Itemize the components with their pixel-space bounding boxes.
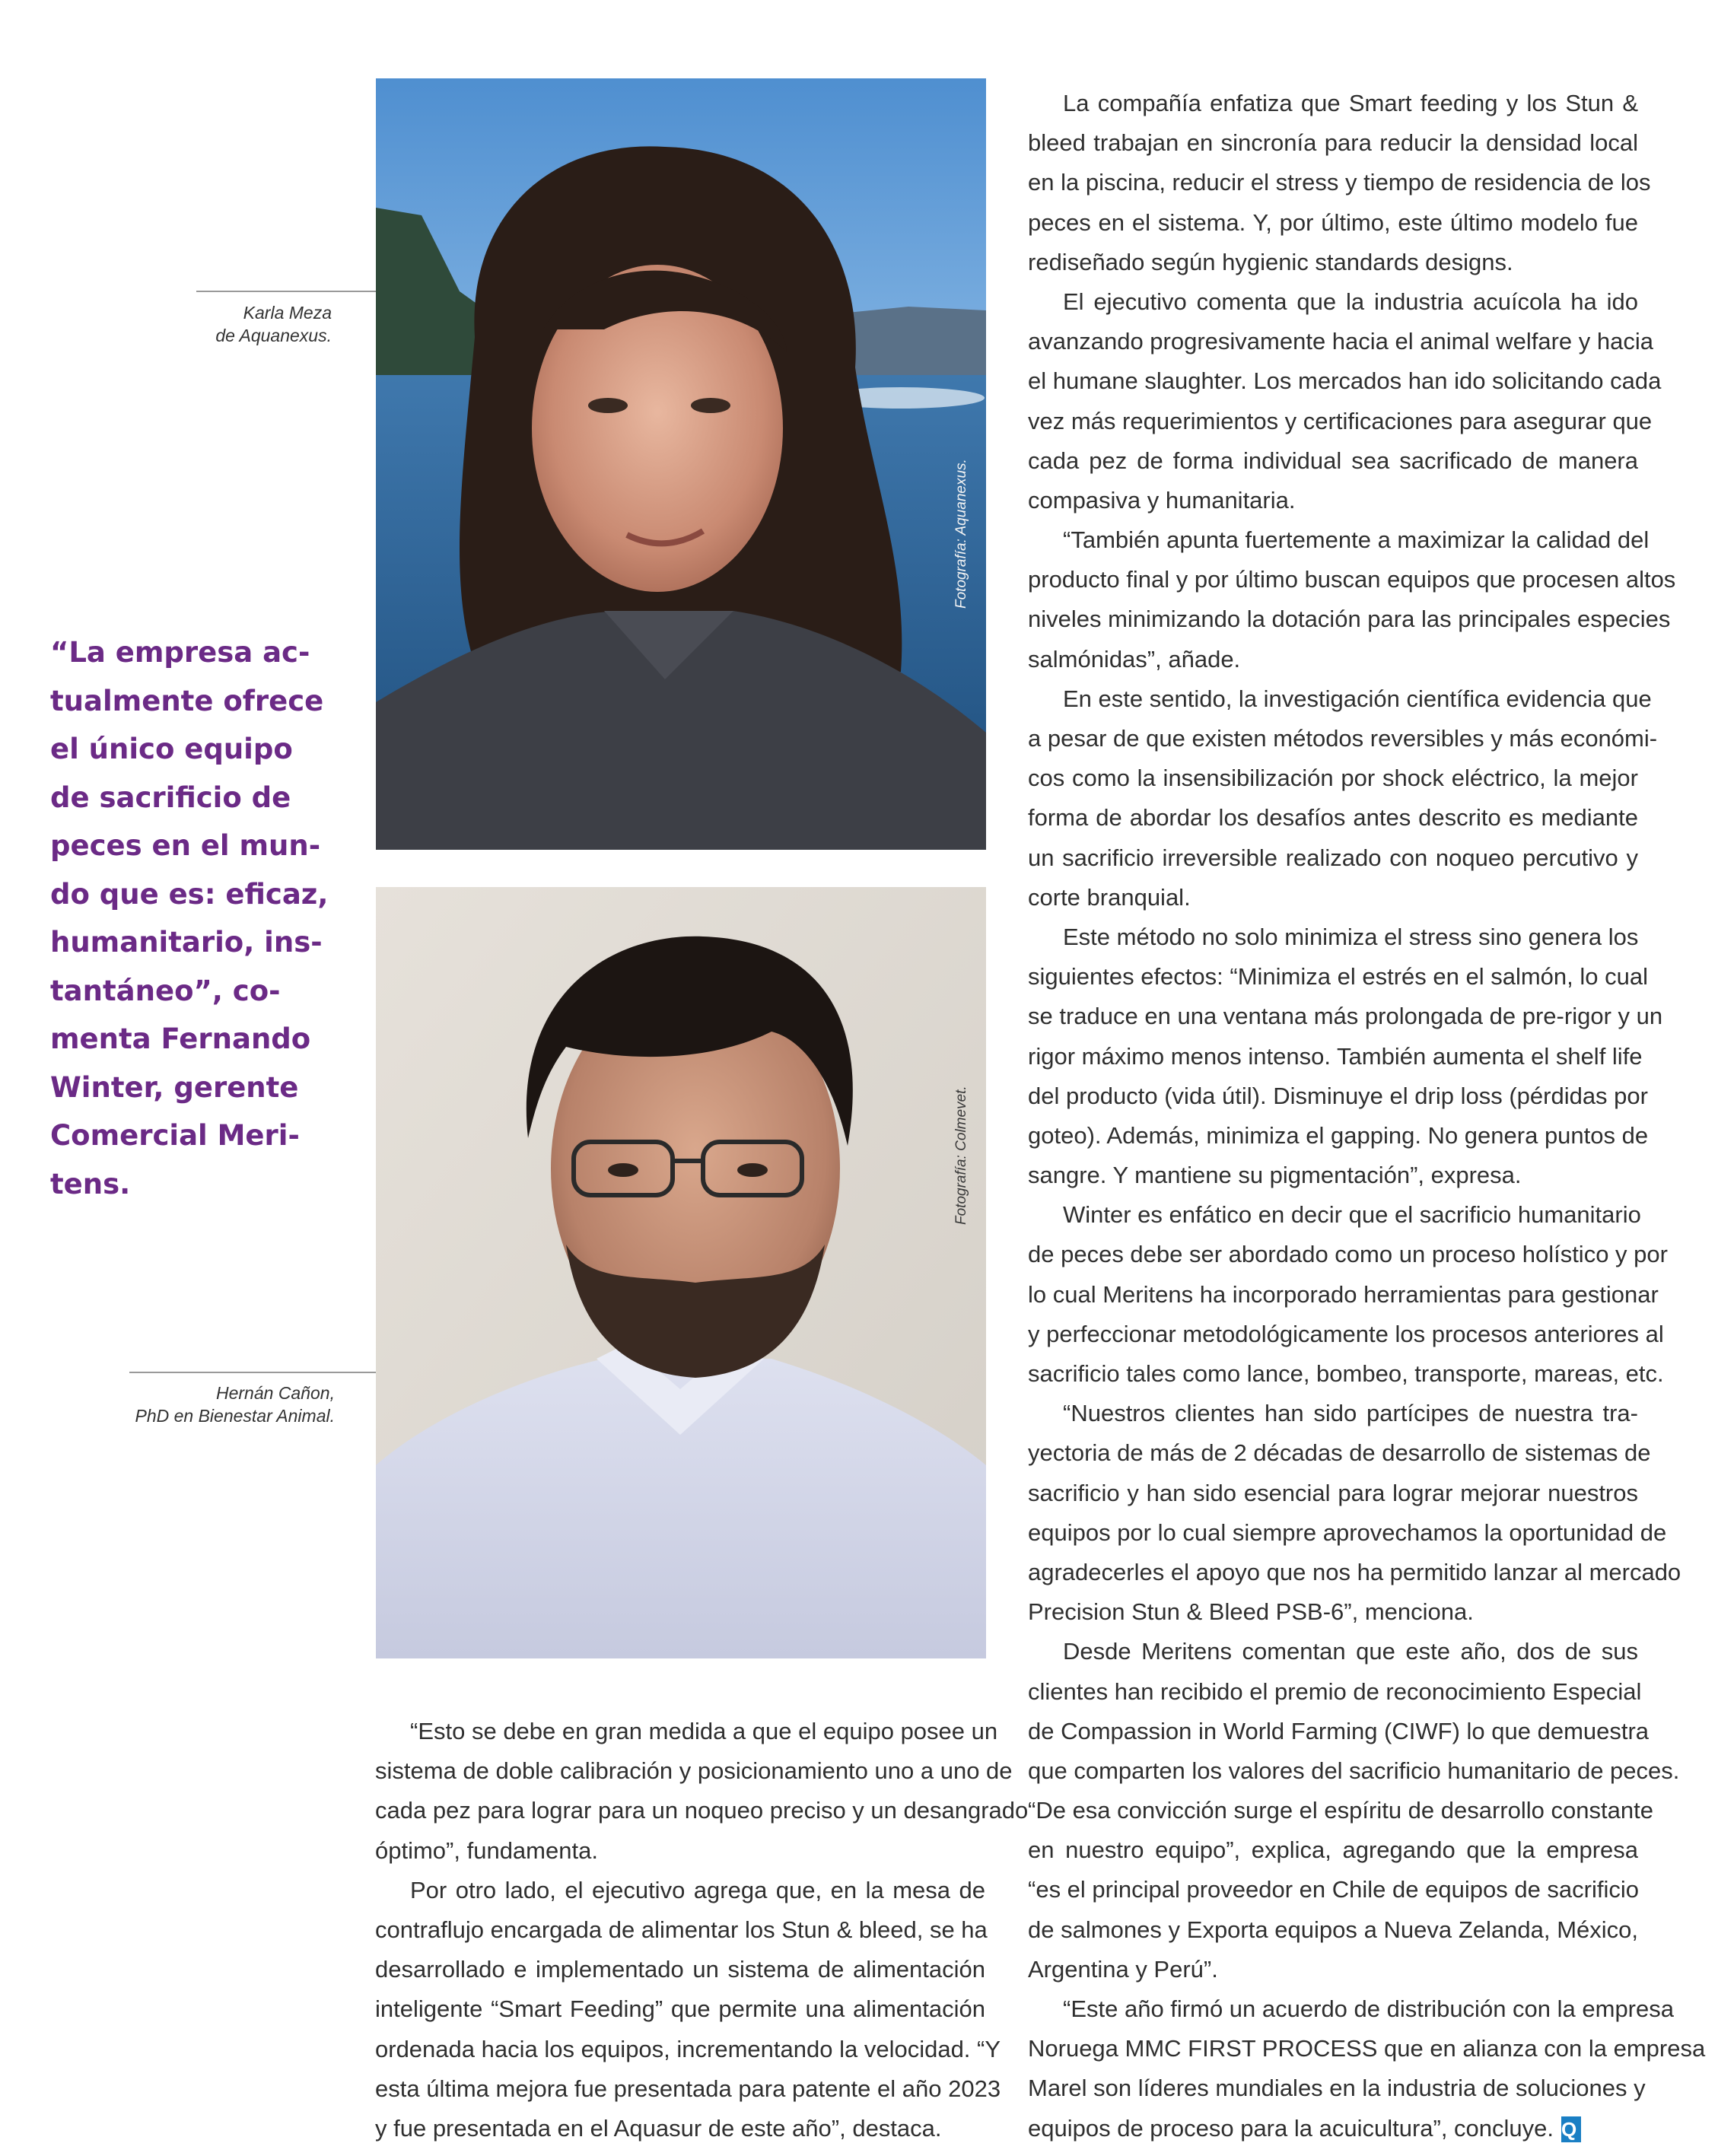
pull-quote-line: do que es: eficaz, bbox=[50, 877, 329, 911]
body-line: Noruega MMC FIRST PROCESS que en alianza con la empresa bbox=[1028, 2035, 1706, 2062]
pull-quote-line: tantáneo”, co- bbox=[50, 974, 281, 1007]
body-line: se traduce en una ventana más prolongada de pre-rigor y un bbox=[1028, 1003, 1663, 1030]
body-line: producto final y por último buscan equipos que procesen altos bbox=[1028, 566, 1676, 593]
body-line: inteligente “Smart Feeding” que permite una alimentación bbox=[375, 1995, 985, 2023]
body-line: Precision Stun & Bleed PSB-6”, menciona. bbox=[1028, 1598, 1474, 1626]
pull-quote-line: tens. bbox=[50, 1167, 131, 1200]
pull-quote-line: de sacrificio de bbox=[50, 781, 291, 814]
photo-hernan-canon bbox=[376, 887, 986, 1658]
pull-quote-line: Comercial Meri- bbox=[50, 1119, 300, 1152]
body-line: vez más requerimientos y certificaciones para asegurar que bbox=[1028, 407, 1653, 434]
pull-quote-line: peces en el mun- bbox=[50, 829, 321, 862]
body-line: a pesar de que existen métodos reversibles y más económi- bbox=[1028, 725, 1658, 752]
body-line: “De esa convicción surge el espíritu de desarrollo constante bbox=[1028, 1797, 1653, 1824]
body-line: rigor máximo menos intenso. También aumenta el shelf life bbox=[1028, 1042, 1643, 1070]
body-line: En este sentido, la investigación científica evidencia que bbox=[1063, 685, 1652, 712]
body-text-left-column bbox=[375, 1712, 1029, 2148]
body-line: avanzando progresivamente hacia el animal welfare y hacia bbox=[1028, 328, 1653, 355]
pull-quote-line: “La empresa ac- bbox=[50, 636, 310, 669]
body-line: clientes han recibido el premio de reconocimiento Especial bbox=[1028, 1677, 1642, 1705]
photo-karla-meza bbox=[376, 78, 986, 850]
body-line: lo cual Meritens ha incorporado herramientas para gestionar bbox=[1028, 1280, 1659, 1308]
body-line: rediseñado según hygienic standards designs. bbox=[1028, 248, 1513, 275]
body-line: agradecerles el apoyo que nos ha permitido lanzar al mercado bbox=[1028, 1558, 1681, 1585]
body-line: salmónidas”, añade. bbox=[1028, 645, 1241, 673]
pull-quote-line: el único equipo bbox=[50, 733, 293, 765]
body-line: peces en el sistema. Y, por último, este último modelo fue bbox=[1028, 208, 1638, 236]
body-line: bleed trabajan en sincronía para reducir la densidad local bbox=[1028, 129, 1638, 157]
body-line: Este método no solo minimiza el stress sino genera los bbox=[1063, 923, 1639, 950]
body-line: “Esto se debe en gran medida a que el equipo posee un bbox=[410, 1718, 998, 1744]
caption-affiliation: de Aquanexus. bbox=[215, 326, 332, 345]
body-line: sacrificio y han sido esencial para lograr mejorar nuestros bbox=[1028, 1479, 1638, 1506]
body-line: Marel son líderes mundiales en la industria de soluciones y bbox=[1028, 2075, 1646, 2102]
body-line: equipos por lo cual siempre aprovechamos la oportunidad de bbox=[1028, 1518, 1667, 1546]
body-line: Desde Meritens comentan que este año, dos de sus bbox=[1063, 1638, 1638, 1665]
body-line: “Este año firmó un acuerdo de distribución con la empresa bbox=[1063, 1995, 1674, 2022]
body-line: del producto (vida útil). Disminuye el drip loss (pérdidas por bbox=[1028, 1082, 1648, 1109]
end-of-article-q-icon: Q bbox=[1561, 2116, 1581, 2142]
caption-name: Hernán Cañon, bbox=[216, 1383, 335, 1403]
caption-name: Karla Meza bbox=[243, 303, 332, 323]
body-line: Winter es enfático en decir que el sacrificio humanitario bbox=[1063, 1201, 1641, 1229]
pull-quote-line: humanitario, ins- bbox=[50, 926, 323, 959]
body-line: de peces debe ser abordado como un proceso holístico y por bbox=[1028, 1241, 1668, 1268]
body-line: compasiva y humanitaria. bbox=[1028, 486, 1296, 514]
body-line: contraflujo encargada de alimentar los Stun & bleed, se ha bbox=[375, 1916, 988, 1943]
body-line: óptimo”, fundamenta. bbox=[375, 1836, 598, 1864]
body-line: y fue presentada en el Aquasur de este año”, destaca. bbox=[375, 2114, 942, 2142]
body-line: sangre. Y mantiene su pigmentación”, expresa. bbox=[1028, 1162, 1522, 1189]
body-line: yectoria de más de 2 décadas de desarrollo de sistemas de bbox=[1028, 1439, 1651, 1467]
body-line: de salmones y Exporta equipos a Nueva Zelanda, México, bbox=[1028, 1916, 1638, 1943]
body-line-final bbox=[1028, 2109, 1638, 2148]
caption-affiliation: PhD en Bienestar Animal. bbox=[135, 1406, 335, 1426]
pull-quote-line: tualmente ofrece bbox=[50, 684, 324, 717]
body-text-right-column bbox=[1028, 84, 1706, 2148]
body-line: cada pez para lograr para un noqueo preciso y un desangrado bbox=[375, 1797, 1029, 1824]
body-line: corte branquial. bbox=[1028, 883, 1191, 911]
body-line: cos como la insensibilización por shock eléctrico, la mejor bbox=[1028, 765, 1638, 792]
body-line: esta última mejora fue presentada para patente el año 2023 bbox=[375, 2075, 1001, 2102]
body-line: ordenada hacia los equipos, incrementando la velocidad. “Y bbox=[375, 2035, 1001, 2062]
body-line: en la piscina, reducir el stress y tiempo de residencia de los bbox=[1028, 169, 1651, 196]
body-line: cada pez de forma individual sea sacrificado de manera bbox=[1028, 447, 1638, 474]
body-line: el humane slaughter. Los mercados han ido solicitando cada bbox=[1028, 367, 1662, 395]
pull-quote-line: Winter, gerente bbox=[50, 1070, 299, 1104]
body-line: sacrificio tales como lance, bombeo, transporte, mareas, etc. bbox=[1028, 1360, 1664, 1387]
body-line: El ejecutivo comenta que la industria acuícola ha ido bbox=[1063, 288, 1638, 315]
body-line: un sacrificio irreversible realizado con noqueo percutivo y bbox=[1028, 844, 1638, 871]
body-line: y perfeccionar metodológicamente los procesos anteriores al bbox=[1028, 1320, 1664, 1347]
body-line: Por otro lado, el ejecutivo agrega que, en la mesa de bbox=[410, 1876, 985, 1903]
body-line: siguientes efectos: “Minimiza el estrés en el salmón, lo cual bbox=[1028, 963, 1648, 991]
body-line: en nuestro equipo”, explica, agregando que la empresa bbox=[1028, 1836, 1638, 1864]
body-line: de Compassion in World Farming (CIWF) lo que demuestra bbox=[1028, 1717, 1650, 1744]
caption-rule-top bbox=[196, 291, 376, 292]
body-line-final-text: equipos de proceso para la acuicultura”, concluye. bbox=[1028, 2114, 1554, 2142]
body-line: Argentina y Perú”. bbox=[1028, 1955, 1218, 1983]
body-line: sistema de doble calibración y posicionamiento uno a uno de bbox=[375, 1757, 1013, 1785]
body-line: goteo). Además, minimiza el gapping. No genera puntos de bbox=[1028, 1121, 1649, 1149]
caption-hernan-canon bbox=[76, 1382, 335, 1427]
caption-karla-meza bbox=[152, 301, 332, 347]
body-line: forma de abordar los desafíos antes descrito es mediante bbox=[1028, 804, 1638, 832]
body-line: “También apunta fuertemente a maximizar la calidad del bbox=[1063, 526, 1650, 554]
body-line: “es el principal proveedor en Chile de equipos de sacrificio bbox=[1028, 1876, 1640, 1903]
body-line: “Nuestros clientes han sido partícipes de nuestra tra- bbox=[1063, 1400, 1638, 1427]
body-line: La compañía enfatiza que Smart feeding y los Stun & bbox=[1063, 90, 1638, 116]
body-line: desarrollado e implementado un sistema de alimentación bbox=[375, 1956, 985, 1983]
body-line: que comparten los valores del sacrificio humanitario de peces. bbox=[1028, 1757, 1680, 1784]
caption-rule-bottom bbox=[129, 1372, 376, 1373]
pull-quote bbox=[50, 628, 339, 1208]
pull-quote-line: menta Fernando bbox=[50, 1022, 311, 1055]
photo-credit-colmevet: Fotografía: Colmevet. bbox=[953, 1086, 969, 1225]
photo-credit-aquanexus: Fotografía: Aquanexus. bbox=[953, 459, 969, 609]
body-line: niveles minimizando la dotación para las principales especies bbox=[1028, 606, 1671, 633]
